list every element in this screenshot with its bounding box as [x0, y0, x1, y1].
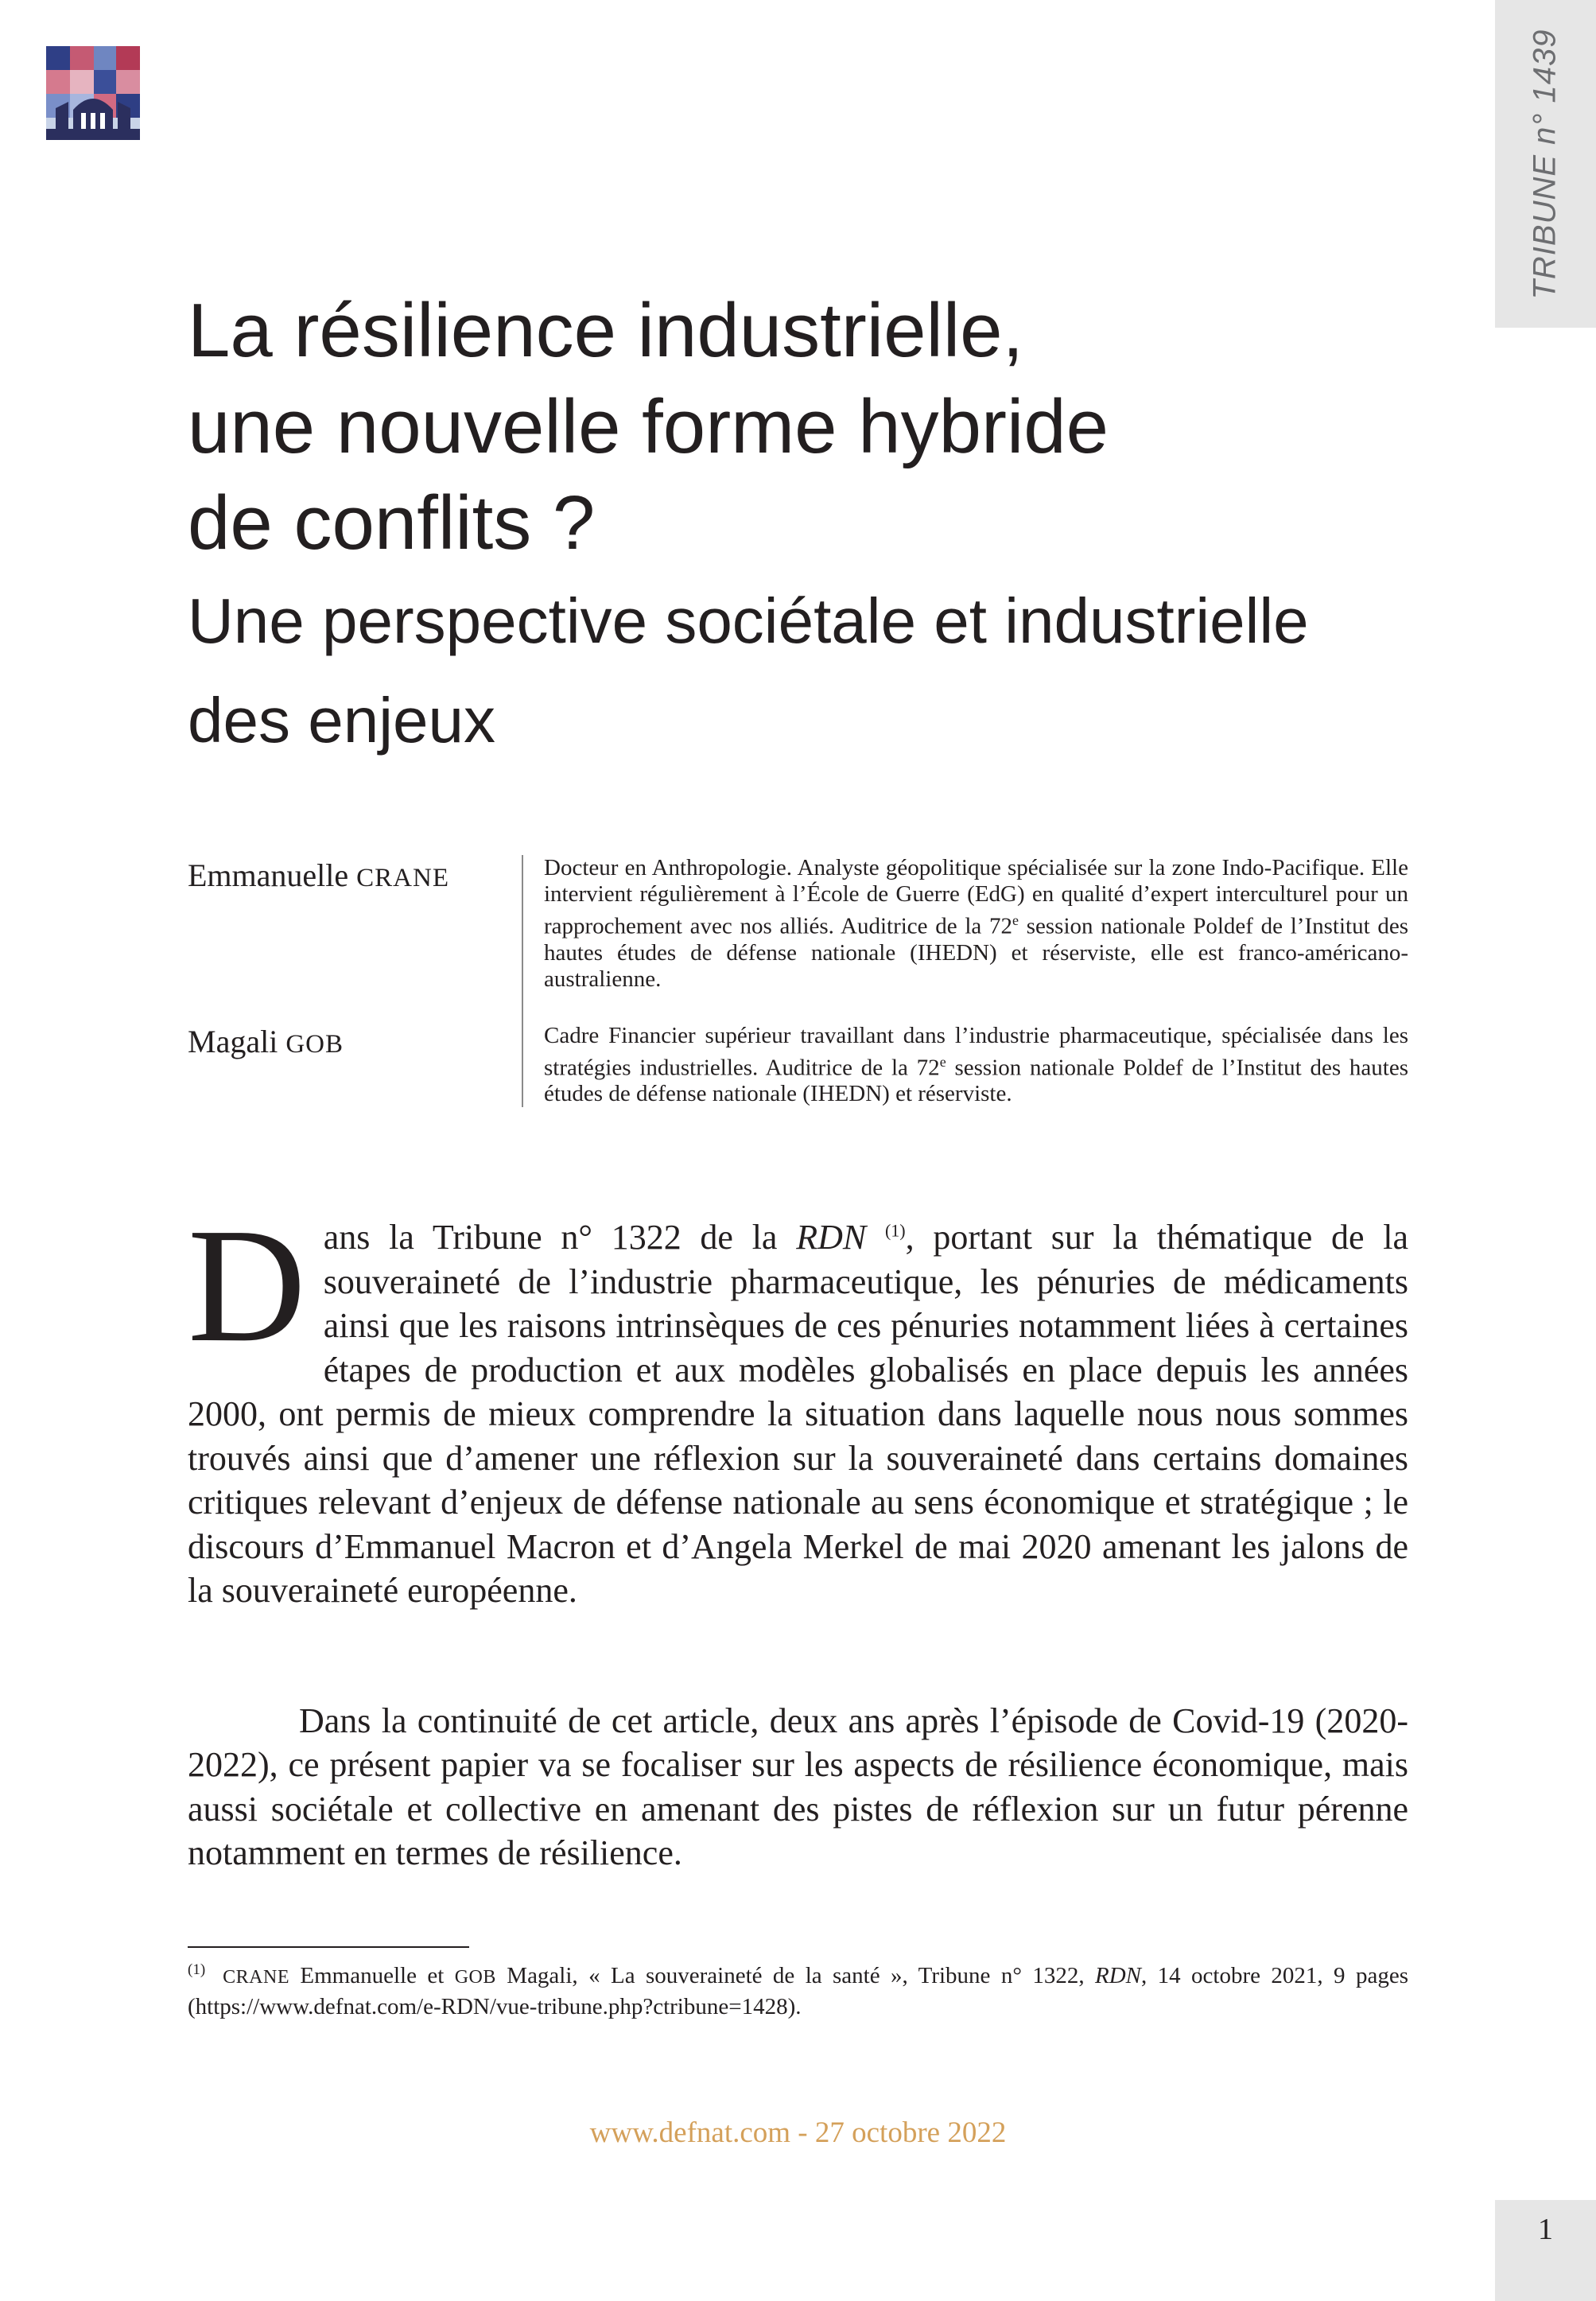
author-bio-text: Cadre Financier supérieur travaillant dans l’industrie pharmaceutique, spécialisée dans les stratégies industrielles. Auditrice de la 72 — [544, 1022, 1408, 1081]
author-bio — [522, 855, 1408, 993]
body-text: ans la Tribune n° 1322 de la — [323, 1218, 797, 1257]
author-bio — [522, 993, 1408, 1108]
footnote-text: Emmanuelle et — [289, 1963, 455, 1988]
body-paragraph — [188, 1194, 1408, 1613]
tribune-number-label: TRIBUNE n° 1439 — [1528, 28, 1563, 300]
author-last-name: GOB — [285, 1029, 344, 1059]
author-first-name: Emmanuelle — [188, 857, 349, 893]
footnote — [188, 1961, 1408, 2022]
footnote-rdn-italic: RDN — [1094, 1963, 1141, 1988]
title-line-2: une nouvelle forme hybride — [188, 384, 1109, 469]
title-line-1: La résilience industrielle, — [188, 288, 1024, 373]
footnote-ref-link[interactable]: (1) — [884, 1220, 906, 1241]
author-bio-sup: e — [1012, 912, 1019, 928]
article-title — [188, 282, 1460, 571]
dropcap: D — [188, 1194, 306, 1376]
authors-section — [188, 855, 1408, 1107]
footnote-mark: (1) — [188, 1961, 206, 1979]
rdn-logo-icon — [46, 46, 140, 140]
author-bio-text: session nationale Poldef de l’Institut des hautes études de défense nationale (IHEDN) et réserviste, elle est franco-américano-australienne. — [544, 913, 1408, 992]
author-bio-text: session nationale Poldef de l’Institut des hautes études de défense nationale (IHEDN) et réserviste. — [544, 1055, 1408, 1107]
footnote-text: Magali, « La souveraineté de la santé », Tribune n° 1322, — [495, 1963, 1095, 1988]
page-footer[interactable]: www.defnat.com - 27 octobre 2022 — [589, 2116, 1007, 2149]
author-row — [188, 855, 1408, 993]
author-bio-text: Docteur en Anthropologie. Analyste géopolitique spécialisée sur la zone Indo-Pacifique. Elle intervient régulièrement à l’École de Guerre (EdG) en qualité d’expert interculturel pour un rapprochement avec nos alliés. Auditrice de la 72 — [544, 855, 1408, 939]
author-first-name: Magali — [188, 1023, 278, 1059]
footnote-text: , 14 octobre 2021, 9 pages (https://www.defnat.com/e-RDN/vue-tribune.php?ctribune=1428). — [188, 1963, 1408, 2019]
footnote-author: CRANE — [223, 1967, 289, 1988]
body-paragraph: Dans la continuité de cet article, deux ans après l’épisode de Covid-19 (2020-2022), ce présent papier va se focaliser sur les aspects de résilience économique, mais aussi sociétale et collective en amenant des pistes de réflexion sur un futur pérenne notamment en termes de résilience. — [188, 1700, 1408, 1872]
article-body — [188, 1194, 1408, 1875]
footnote-author: GOB — [454, 1967, 496, 1988]
page-number: 1 — [1538, 2213, 1553, 2246]
author-last-name: CRANE — [356, 864, 449, 892]
author-name — [188, 993, 522, 1108]
author-bio-sup: e — [939, 1053, 946, 1070]
author-name — [188, 855, 522, 993]
rdn-italic: RDN — [796, 1218, 867, 1257]
side-tab-label-wrap — [1495, 0, 1596, 328]
footnote-divider — [188, 1946, 469, 1948]
title-block — [188, 282, 1460, 770]
author-row — [188, 993, 1408, 1108]
title-line-3: de conflits ? — [188, 480, 596, 566]
body-text: , portant sur la thématique de la souveraineté de l’industrie pharmaceutique, les pénuries de médicaments ainsi que les raisons intrinsèques de ces pénuries notamment liées à certaines étapes de production et aux modèles globalisés en place depuis les années 2000, ont permis de mieux comprendre la situation dans laquelle nous nous sommes trouvés ainsi que d’amener une réflexion sur la souveraineté dans certains domaines critiques relevant d’enjeux de défense nationale au sens économique et stratégique ; le discours d’Emmanuel Macron et d’Angela Merkel de mai 2020 amenant les jalons de la souveraineté européenne. — [188, 1218, 1408, 1610]
article-subtitle: Une perspective sociétale et industrielle des enjeux — [188, 585, 1309, 756]
